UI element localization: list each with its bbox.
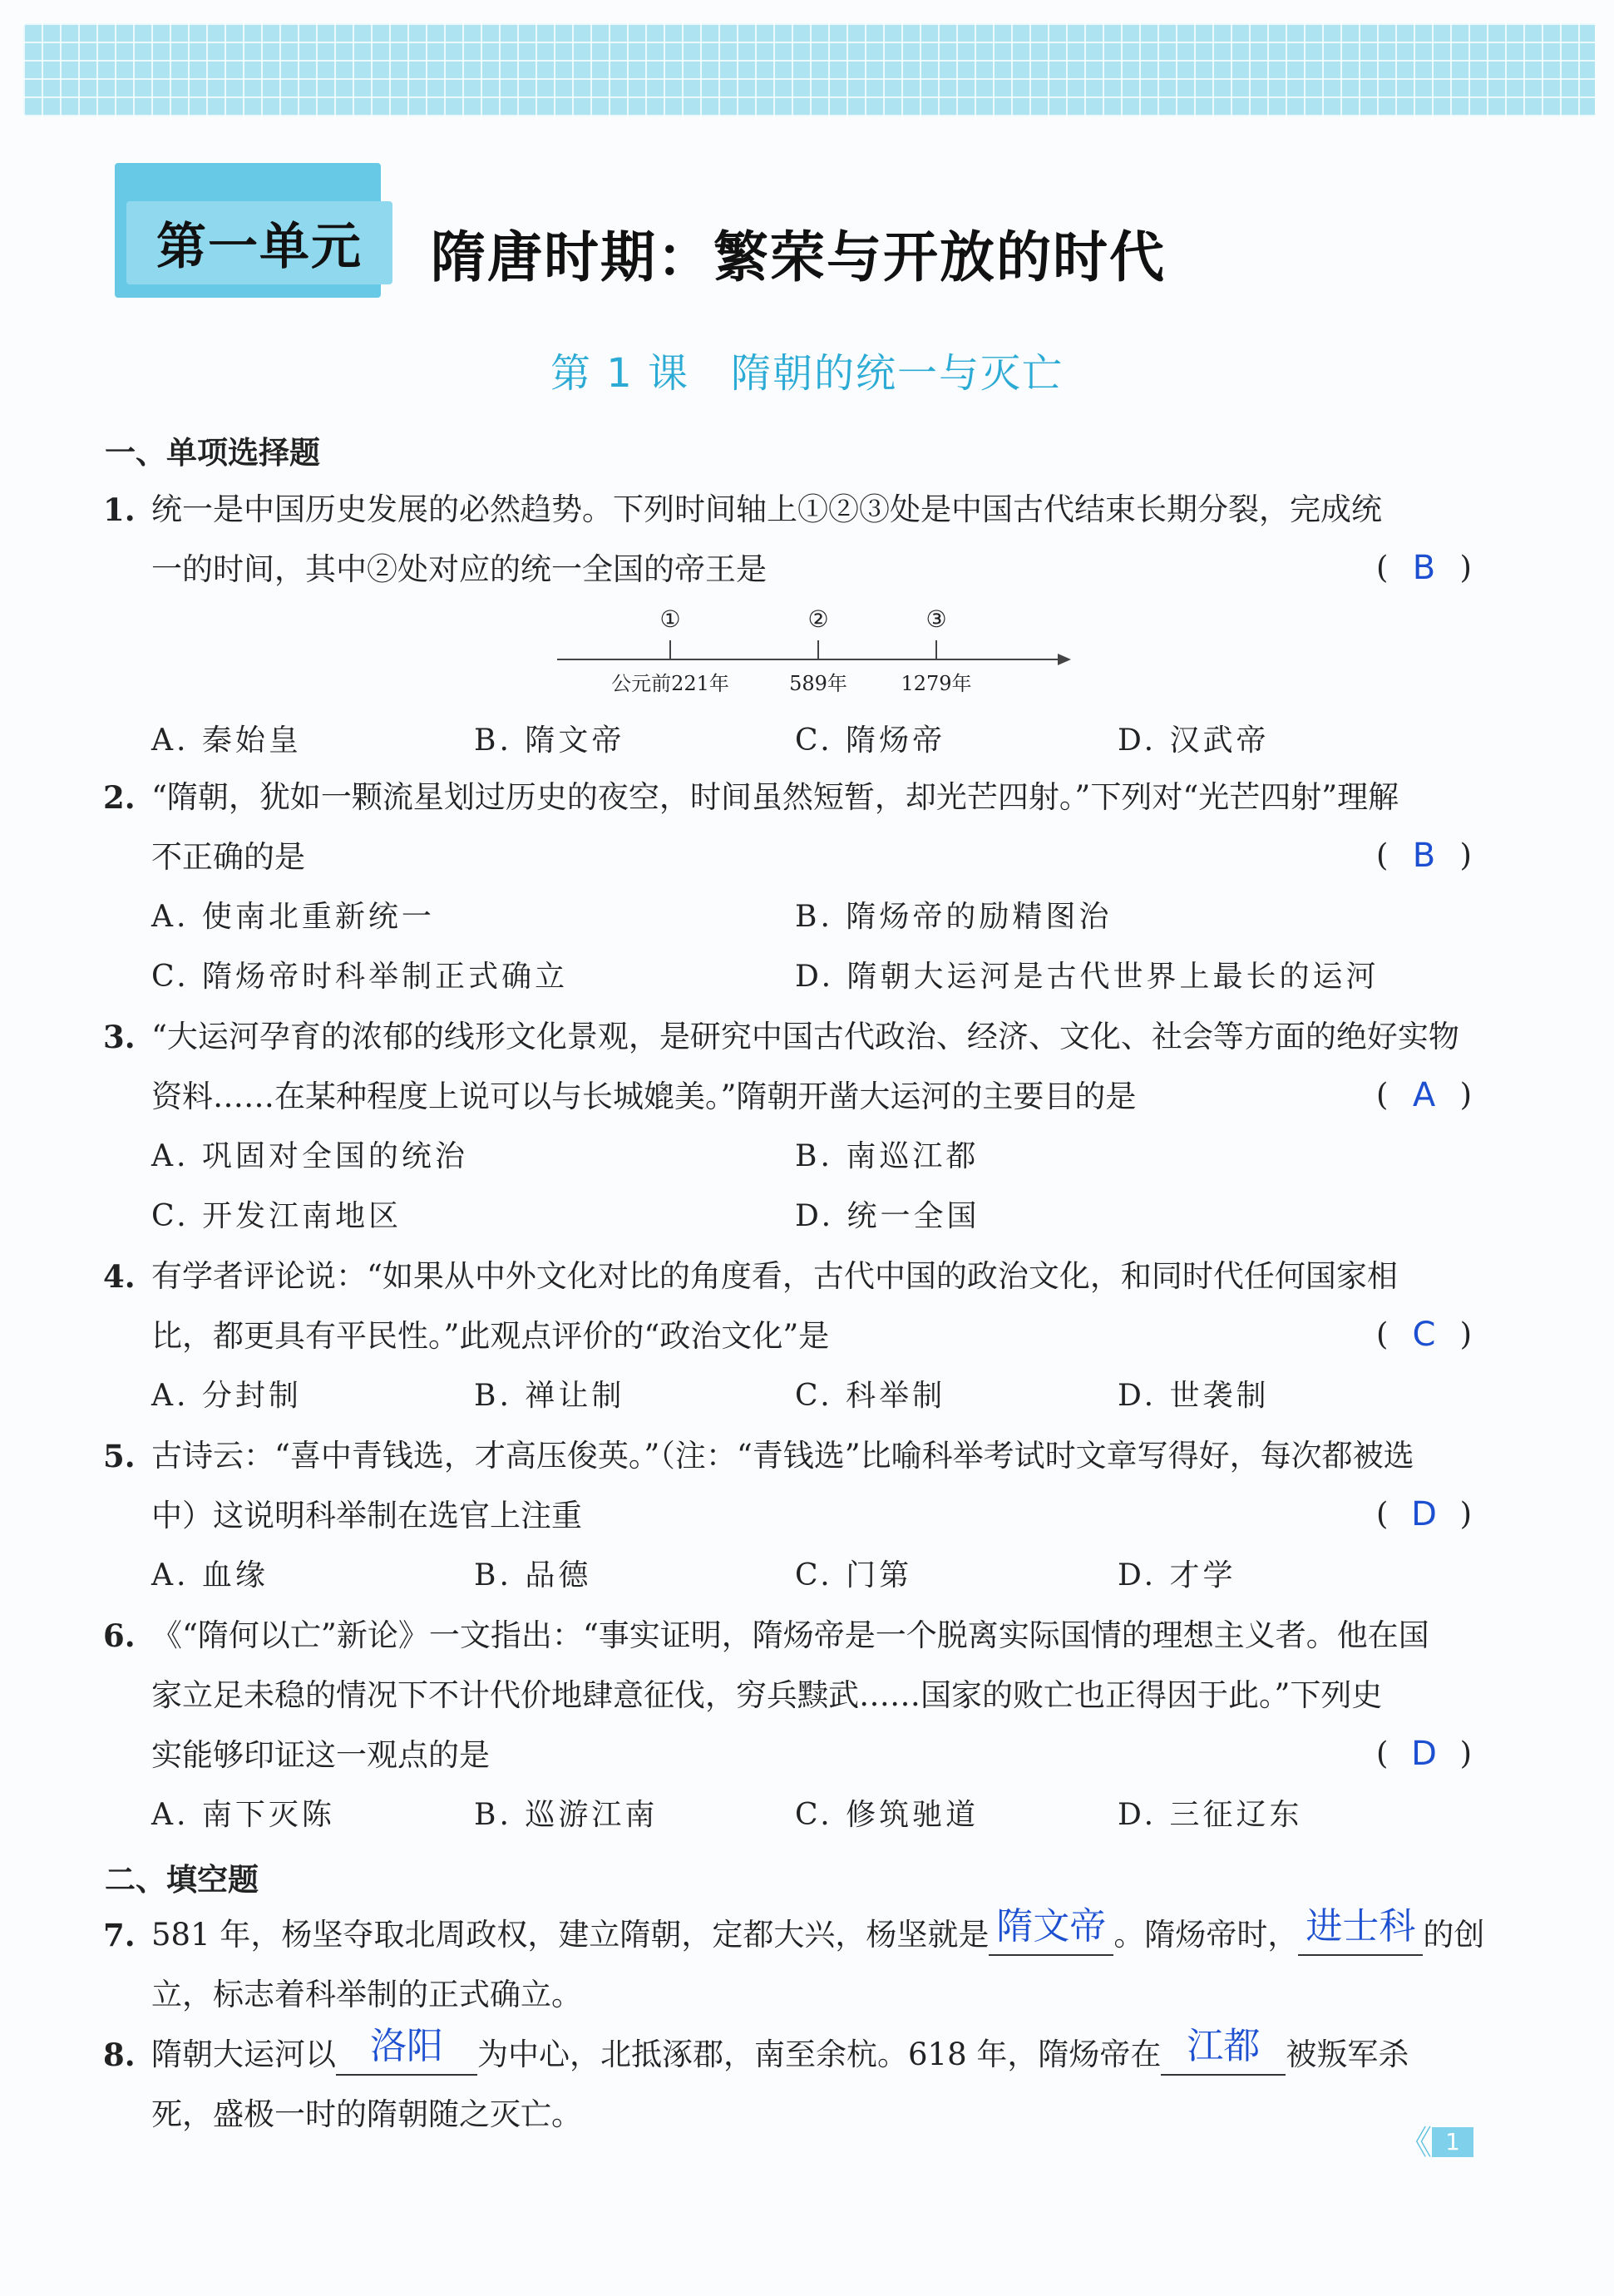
answer-letter: B	[1412, 837, 1436, 875]
question-text-line: 资料……在某种程度上说可以与长城媲美。”隋朝开凿大运河的主要目的是	[151, 1079, 1137, 1114]
fill-blank	[336, 2025, 477, 2076]
page-number: 1	[1432, 2127, 1473, 2157]
question-text-line: 比，都更具有平民性。”此观点评价的“政治文化”是	[151, 1318, 830, 1354]
double-chevron-left-icon: 《	[1399, 2124, 1432, 2162]
question-number: 2.	[103, 779, 136, 816]
unit-title: 隋唐时期：繁荣与开放的时代	[431, 225, 1166, 289]
answer-bracket	[1376, 1494, 1472, 1535]
timeline-year: 1279年	[901, 672, 972, 695]
option: C. 隋炀帝时科举制正式确立	[151, 960, 569, 994]
timeline-tick	[935, 640, 937, 659]
question-text-line: 不正确的是	[151, 839, 305, 875]
answer-letter: C	[1412, 1316, 1436, 1354]
unit-label: 第一单元	[156, 218, 363, 276]
section-heading-choice: 一、单项选择题	[105, 435, 320, 471]
option: C. 门第	[795, 1558, 913, 1592]
option: B. 南巡江都	[795, 1139, 980, 1173]
option: A. 使南北重新统一	[151, 900, 435, 934]
question-text-line: 实能够印证这一观点的是	[151, 1737, 490, 1773]
fill-blank	[1298, 1905, 1423, 1956]
bracket-close: )	[1459, 1736, 1472, 1771]
question-number: 1.	[103, 491, 136, 528]
question-text-line: “隋朝，犹如一颗流星划过历史的夜空，时间虽然短暂，却光芒四射。”下列对“光芒四射”理解	[151, 779, 1399, 815]
question-number: 7.	[103, 1917, 136, 1953]
header-grid-band	[23, 23, 1595, 116]
bracket-open: (	[1376, 1316, 1389, 1352]
bracket-open: (	[1376, 550, 1389, 585]
fill-text: 。隋炀帝时，	[1113, 1917, 1299, 1953]
bracket-open: (	[1376, 1496, 1389, 1532]
timeline-arrow-icon	[1058, 654, 1071, 665]
bracket-open: (	[1376, 837, 1389, 873]
bracket-close: )	[1459, 1316, 1472, 1352]
timeline-figure	[549, 599, 1081, 699]
question-text-line: 一的时间，其中②处对应的统一全国的帝王是	[151, 551, 767, 587]
question-number: 4.	[103, 1258, 136, 1295]
answer-letter: D	[1411, 1495, 1437, 1533]
answer-letter: A	[1412, 1076, 1436, 1114]
answer-letter: D	[1411, 1735, 1437, 1773]
question-number: 5.	[103, 1438, 136, 1474]
option: A. 巩固对全国的统治	[151, 1139, 468, 1173]
question-text-line: 《“隋何以亡”新论》一文指出：“事实证明，隋炀帝是一个脱离实际国情的理想主义者。他在国	[151, 1617, 1429, 1653]
answer-bracket	[1376, 547, 1472, 589]
option: B. 禅让制	[474, 1379, 625, 1413]
option: C. 隋炀帝	[795, 723, 946, 758]
unit-header	[115, 163, 1445, 304]
option: B. 品德	[474, 1558, 592, 1592]
option: C. 修筑驰道	[795, 1798, 980, 1832]
bracket-close: )	[1459, 1496, 1472, 1532]
answer-letter: B	[1412, 549, 1436, 587]
bracket-open: (	[1376, 1736, 1389, 1771]
option: B. 巡游江南	[474, 1798, 659, 1832]
question-number: 8.	[103, 2037, 136, 2073]
option: D. 隋朝大运河是古代世界上最长的运河	[795, 960, 1380, 994]
bracket-close: )	[1459, 1077, 1472, 1113]
bracket-open: (	[1376, 1077, 1389, 1113]
timeline-tick	[669, 640, 671, 659]
unit-tab	[126, 201, 392, 284]
fill-question-line: 立，标志着科举制的正式确立。	[151, 1977, 582, 2012]
answer-bracket	[1376, 1733, 1472, 1775]
option: A. 血缘	[151, 1558, 269, 1592]
question-text-line: 有学者评论说：“如果从中外文化对比的角度看，古代中国的政治文化，和同时代任何国家相	[151, 1258, 1398, 1294]
option: B. 隋炀帝的励精图治	[795, 900, 1113, 934]
fill-question-line	[151, 2025, 1409, 2076]
answer-bracket	[1376, 835, 1472, 876]
question-text-line: 家立足未稳的情况下不计代价地肆意征伐，穷兵黩武……国家的败亡也正得因于此。”下列史	[151, 1677, 1383, 1713]
option: A. 南下灭陈	[151, 1798, 335, 1832]
fill-text: 581 年，杨坚夺取北周政权，建立隋朝，定都大兴，杨坚就是	[151, 1917, 990, 1953]
option: D. 汉武帝	[1118, 723, 1270, 758]
fill-blank	[989, 1905, 1113, 1956]
fill-text: 隋朝大运河以	[151, 2037, 336, 2072]
timeline-year: 589年	[789, 672, 847, 695]
answer-bracket	[1376, 1314, 1472, 1355]
question-text-line: 统一是中国历史发展的必然趋势。下列时间轴上①②③处是中国古代结束长期分裂，完成统	[151, 491, 1382, 527]
option: A. 秦始皇	[151, 723, 302, 758]
timeline-axis	[557, 659, 1064, 660]
timeline-tick	[817, 640, 819, 659]
fill-question-line	[151, 1905, 1485, 1956]
fill-question-line: 死，盛极一时的隋朝随之灭亡。	[151, 2096, 582, 2132]
option: C. 科举制	[795, 1379, 946, 1413]
option: B. 隋文帝	[474, 723, 625, 758]
fill-text: 为中心，北抵涿郡，南至余杭。618 年，隋炀帝在	[477, 2037, 1162, 2072]
option: D. 世袭制	[1118, 1379, 1270, 1413]
question-text-line: “大运河孕育的浓郁的线形文化景观，是研究中国古代政治、经济、文化、社会等方面的绝好实物	[151, 1019, 1459, 1054]
question-number: 6.	[103, 1617, 136, 1654]
fill-blank	[1161, 2025, 1286, 2076]
option: D. 才学	[1118, 1558, 1236, 1592]
option: D. 三征辽东	[1118, 1798, 1303, 1832]
bracket-close: )	[1459, 837, 1472, 873]
option: D. 统一全国	[795, 1199, 980, 1233]
option: C. 开发江南地区	[151, 1199, 402, 1233]
bracket-close: )	[1459, 550, 1472, 585]
page-number-badge	[1399, 2124, 1473, 2162]
answer-bracket	[1376, 1074, 1472, 1116]
fill-answer: 洛阳	[370, 2025, 443, 2067]
lesson-title: 第 1 课 隋朝的统一与灭亡	[550, 350, 1064, 397]
fill-answer: 进士科	[1306, 1905, 1416, 1948]
section-heading-fill: 二、填空题	[105, 1862, 259, 1898]
fill-answer: 江都	[1187, 2025, 1261, 2067]
question-text-line: 中）这说明科举制在选官上注重	[151, 1498, 582, 1533]
fill-answer: 隋文帝	[996, 1905, 1107, 1948]
fill-text: 的创	[1423, 1917, 1485, 1953]
option: A. 分封制	[151, 1379, 302, 1413]
question-text-line: 古诗云：“喜中青钱选，才高压俊英。”（注：“青钱选”比喻科举考试时文章写得好，每次都被选	[151, 1438, 1414, 1474]
timeline-mark: ③	[925, 605, 947, 633]
question-number: 3.	[103, 1019, 136, 1055]
timeline-mark: ②	[807, 605, 829, 633]
timeline-mark: ①	[659, 605, 681, 633]
timeline-year: 公元前221年	[611, 672, 729, 695]
fill-text: 被叛军杀	[1286, 2037, 1409, 2072]
